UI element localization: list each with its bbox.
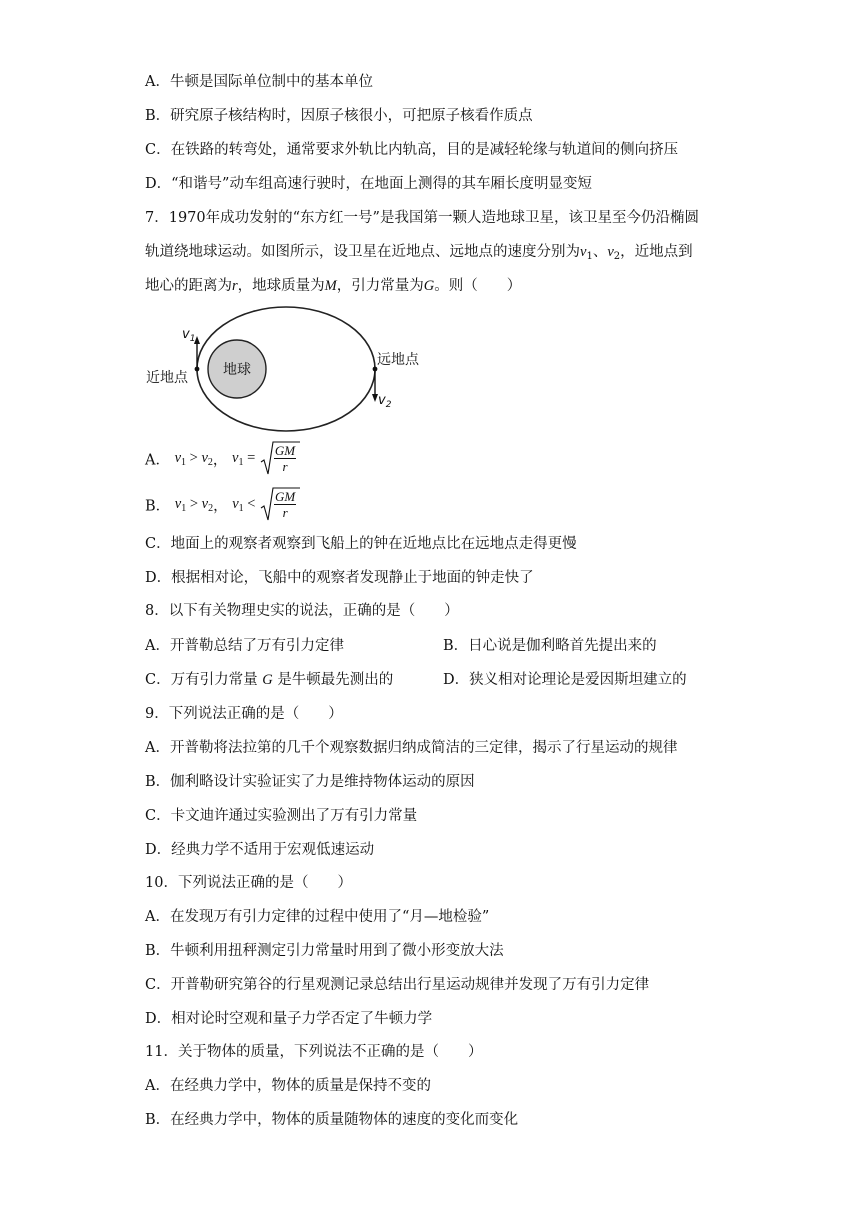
q10-option-d: D．相对论时空观和量子力学否定了牛顿力学 xyxy=(145,1011,433,1027)
sqrt-gm-over-r: $\frac{GM}{r}$ xyxy=(260,440,300,478)
q10-stem: 10．下列说法正确的是（ ） xyxy=(145,875,352,891)
q10-option-a: A．在发现万有引力定律的过程中使用了“月—地检验” xyxy=(145,909,490,925)
v2-label: $v_2$ xyxy=(378,393,392,410)
q7-stem-line3: 地心的距离为r，地球质量为M，引力常量为G。则（ ） xyxy=(145,278,522,294)
q6-option-a: A．牛顿是国际单位制中的基本单位 xyxy=(145,74,373,90)
apogee-label: 远地点 xyxy=(377,352,419,368)
q11-option-a: A．在经典力学中，物体的质量是保持不变的 xyxy=(145,1078,431,1094)
q6-option-c: C．在铁路的转弯处，通常要求外轨比内轨高，目的是减轻轮缘与轨道间的侧向挤压 xyxy=(145,142,679,158)
q7-option-c: C．地面上的观察者观察到飞船上的钟在近地点比在远地点走得更慢 xyxy=(145,536,577,552)
earth-label: 地球 xyxy=(223,362,251,378)
perigee-label: 近地点 xyxy=(146,370,188,386)
q6-option-b: B．研究原子核结构时，因原子核很小，可把原子核看作质点 xyxy=(145,108,533,124)
q8-option-d: D．狭义相对论理论是爱因斯坦建立的 xyxy=(443,672,687,688)
q7-option-a: A． $v_1 > v_2$， $v_1$ = $\frac{GM}{r}$ xyxy=(145,440,300,478)
q9-option-a: A．开普勒将法拉第的几千个观察数据归纳成简洁的三定律，揭示了行星运动的规律 xyxy=(145,740,678,756)
q10-option-b: B．牛顿利用扭秤测定引力常量时用到了微小形变放大法 xyxy=(145,943,504,959)
sqrt-gm-over-r: $\frac{GM}{r}$ xyxy=(260,486,300,524)
q9-stem: 9．下列说法正确的是（ ） xyxy=(145,706,343,722)
q7-option-d: D．根据相对论，飞船中的观察者发现静止于地面的钟走快了 xyxy=(145,570,534,586)
q11-option-b: B．在经典力学中，物体的质量随物体的速度的变化而变化 xyxy=(145,1112,519,1128)
q8-stem: 8．以下有关物理史实的说法，正确的是（ ） xyxy=(145,603,459,619)
q7-stem-line2: 轨道绕地球运动。如图所示，设卫星在近地点、远地点的速度分别为$v_1$、$v_2$，近地点到 xyxy=(145,244,693,262)
v1-label: $v_1$ xyxy=(182,327,196,344)
perigee-dot xyxy=(195,367,200,372)
orbit-diagram xyxy=(140,302,440,442)
q7-option-b: B． $v_1 > v_2$， $v_1$ < $\frac{GM}{r}$ xyxy=(145,486,300,524)
q9-option-c: C．卡文迪许通过实验测出了万有引力常量 xyxy=(145,808,418,824)
q7-stem-line1: 7．1970年成功发射的“东方红一号”是我国第一颗人造地球卫星，该卫星至今仍沿椭圆 xyxy=(145,210,699,226)
q11-stem: 11．关于物体的质量，下列说法不正确的是（ ） xyxy=(145,1044,483,1060)
q8-option-b: B．日心说是伽利略首先提出来的 xyxy=(443,638,657,654)
q9-option-d: D．经典力学不适用于宏观低速运动 xyxy=(145,842,375,858)
q6-option-d: D．“和谐号”动车组高速行驶时，在地面上测得的其车厢长度明显变短 xyxy=(145,176,592,192)
q10-option-c: C．开普勒研究第谷的行星观测记录总结出行星运动规律并发现了万有引力定律 xyxy=(145,977,650,993)
q9-option-b: B．伽利略设计实验证实了力是维持物体运动的原因 xyxy=(145,774,475,790)
q8-option-c: C．万有引力常量 G 是牛顿最先测出的 xyxy=(145,672,394,688)
q8-option-a: A．开普勒总结了万有引力定律 xyxy=(145,638,344,654)
